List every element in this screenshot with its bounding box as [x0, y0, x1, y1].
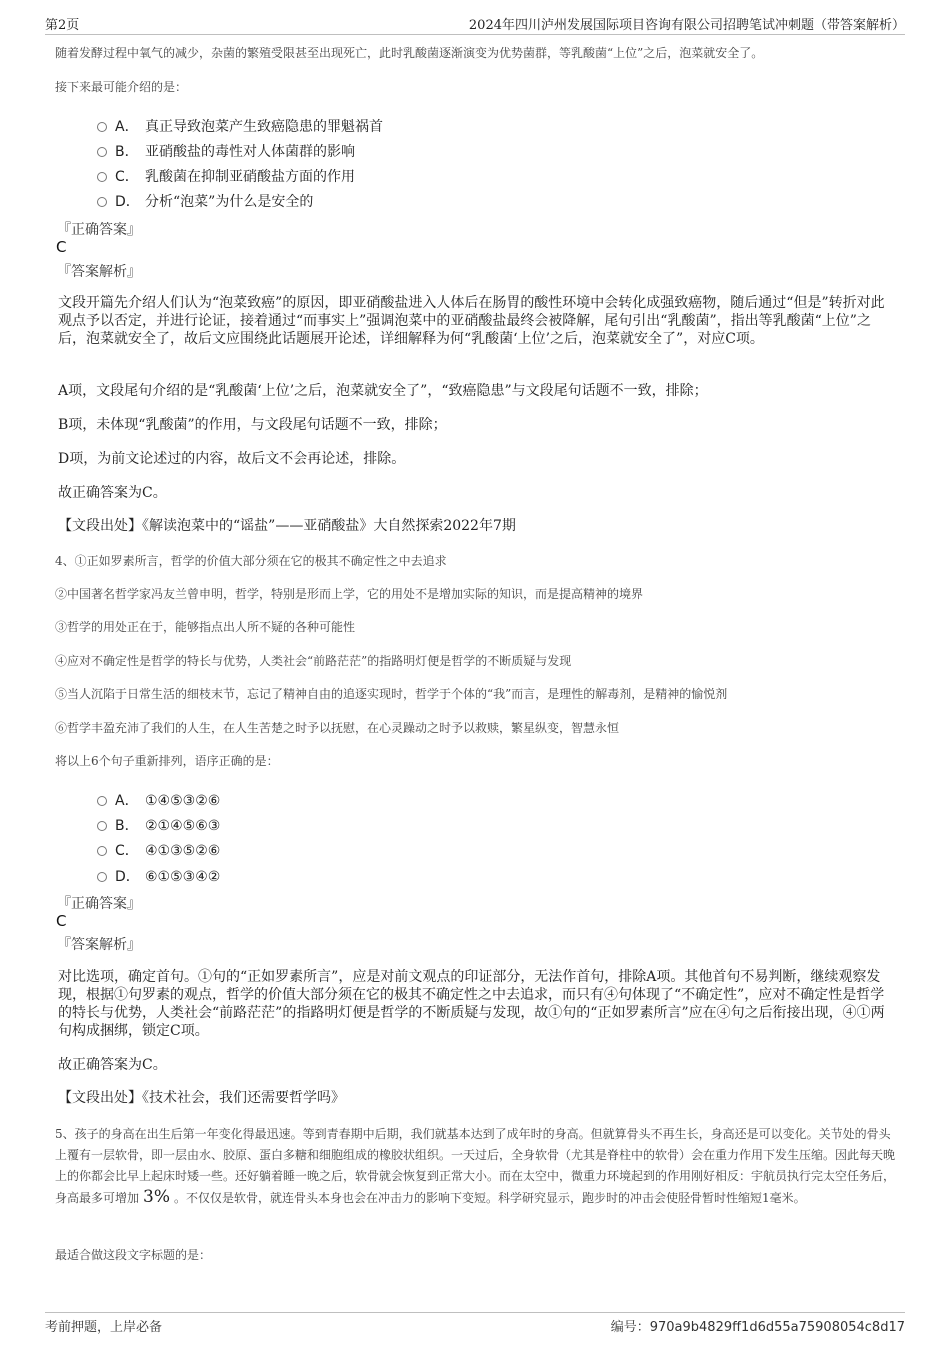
q3-option-c[interactable]: C． 乳酸菌在抑制亚硝酸盐方面的作用 — [97, 166, 355, 186]
q4-sentence-2: ②中国著名哲学家冯友兰曾申明，哲学，特别是形而上学，它的用处不是增加实际的知识，而是提高精神的境界 — [55, 587, 644, 601]
q4-answer-label: 『正确答案』 — [57, 896, 141, 912]
q3-analysis-label: 『答案解析』 — [57, 264, 141, 280]
q4-prompt: 将以上6个句子重新排列，语序正确的是： — [55, 754, 279, 768]
radio-icon[interactable] — [97, 172, 107, 182]
radio-icon[interactable] — [97, 846, 107, 856]
q4-option-c[interactable]: C． ④①③⑤②⑥ — [97, 840, 220, 860]
q4-sentence-4: ④应对不确定性是哲学的特长与优势，人类社会“前路茫茫”的指路明灯便是哲学的不断质疑与发现 — [55, 654, 572, 668]
q3-prompt: 接下来最可能介绍的是： — [55, 80, 188, 94]
radio-icon[interactable] — [97, 796, 107, 806]
page-footer — [45, 1312, 905, 1335]
q3-analysis-b: B项，未体现“乳酸菌”的作用，与文段尾句话题不一致，排除； — [58, 417, 447, 433]
footer-slogan: 考前押题，上岸必备 — [45, 1320, 163, 1335]
page-header — [45, 12, 905, 35]
q4-sentence-6: ⑥哲学丰盈充沛了我们的人生，在人生苦楚之时予以抚慰，在心灵躁动之时予以救赎，繁星纵变，智慧永恒 — [55, 721, 620, 735]
q3-option-d[interactable]: D． 分析“泡菜”为什么是安全的 — [97, 191, 313, 211]
document-number: 编号：970a9b4829ff1d6d55a75908054c8d17 — [610, 1320, 905, 1335]
q4-source: 【文段出处】《技术社会，我们还需要哲学吗》 — [58, 1090, 345, 1106]
q4-analysis-label: 『答案解析』 — [57, 937, 141, 953]
q4-option-a[interactable]: A． ①④⑤③②⑥ — [97, 790, 220, 810]
document-title: 2024年四川泸州发展国际项目咨询有限公司招聘笔试冲刺题（带答案解析） — [468, 18, 905, 33]
q4-sentence-3: ③哲学的用处正在于，能够指点出人所不疑的各种可能性 — [55, 620, 356, 634]
radio-icon[interactable] — [97, 122, 107, 132]
q4-option-b[interactable]: B． ②①④⑤⑥③ — [97, 815, 220, 835]
radio-icon[interactable] — [97, 197, 107, 207]
q3-answer: C — [56, 238, 67, 256]
q3-option-b[interactable]: B． 亚硝酸盐的毒性对人体菌群的影响 — [97, 141, 355, 161]
q5-passage: 5、孩子的身高在出生后第一年变化得最迅速。等到青春期中后期，我们就基本达到了成年时的身高。但就算骨头不再生长，身高还是可以变化。关节处的骨头上覆有一层软骨，即一层由水、胶原、蛋白多糖和细胞组成的橡胶状组织。一天过后，全身软骨（尤其是脊柱中的软骨）会在重力作用下发生压缩。因此每天晚上的你都会比早上起床时矮一些。还好躺着睡一晚之后，软骨就会恢复到正常大小。而在太空中，微重力环境起到的作用刚好相反：宇航员执行完太空任务后，身高最多可增加 3% 。不仅仅是软骨，就连骨头本身也会在冲击力的影响下变短。科学研究显示，跑步时的冲击会使胫骨暂时性缩短1毫米。 — [55, 1127, 896, 1207]
radio-icon[interactable] — [97, 147, 107, 157]
radio-icon[interactable] — [97, 821, 107, 831]
q5-prompt: 最适合做这段文字标题的是： — [55, 1248, 212, 1262]
q3-source: 【文段出处】《解读泡菜中的“谣盐”——亚硝酸盐》大自然探索2022年7期 — [58, 518, 516, 534]
q4-option-d[interactable]: D． ⑥①⑤③④② — [97, 866, 220, 886]
q4-analysis-paragraph: 对比选项，确定首句。①句的“正如罗素所言”，应是对前文观点的印证部分，无法作首句，排除A项。其他首句不易判断，继续观察发现，根据①句罗素的观点，哲学的价值大部分须在它的极其不确定性之中去追求，而只有④句体现了“不确定性”，应对不确定性是哲学的特长与优势，人类社会“前路茫茫”的指路明灯便是哲学的不断质疑与发现，故①句的“正如罗素所言”应在④句之后衔接出现，④①两句构成捆绑，锁定C项。 — [58, 969, 885, 1039]
q3-conclusion: 故正确答案为C。 — [58, 485, 167, 501]
q4-sentence-5: ⑤当人沉陷于日常生活的细枝末节，忘记了精神自由的追逐实现时，哲学于个体的“我”而言，是理性的解毒剂，是精神的愉悦剂 — [55, 687, 728, 701]
q5-percent: 3% — [143, 1187, 170, 1207]
q3-option-a[interactable]: A． 真正导致泡菜产生致癌隐患的罪魁祸首 — [97, 116, 383, 136]
q3-intro: 随着发酵过程中氧气的减少，杂菌的繁殖受限甚至出现死亡，此时乳酸菌逐渐演变为优势菌群，等乳酸菌“上位”之后，泡菜就安全了。 — [55, 46, 764, 60]
q3-answer-label: 『正确答案』 — [57, 222, 141, 238]
q4-sentence-1: 4、①正如罗素所言，哲学的价值大部分须在它的极其不确定性之中去追求 — [55, 554, 447, 568]
page-number: 第2页 — [45, 18, 80, 33]
q4-answer: C — [56, 912, 67, 930]
radio-icon[interactable] — [97, 872, 107, 882]
q3-analysis-d: D项，为前文论述过的内容，故后文不会再论述，排除。 — [58, 451, 406, 467]
q3-analysis-a: A项，文段尾句介绍的是“乳酸菌‘上位’之后，泡菜就安全了”，“致癌隐患”与文段尾句话题不一致，排除； — [58, 383, 708, 399]
q4-conclusion: 故正确答案为C。 — [58, 1057, 167, 1073]
q3-analysis-paragraph: 文段开篇先介绍人们认为“泡菜致癌”的原因，即亚硝酸盐进入人体后在肠胃的酸性环境中会转化成强致癌物，随后通过“但是”转折对此观点予以否定，并进行论证，接着通过“而事实上”强调泡菜中的亚硝酸盐最终会被降解，尾句引出“乳酸菌”，指出等乳酸菌“上位”之后，泡菜就安全了，故后文应围绕此话题展开论述，详细解释为何“乳酸菌‘上位’之后，泡菜就安全了”，对应C项。 — [58, 295, 885, 347]
